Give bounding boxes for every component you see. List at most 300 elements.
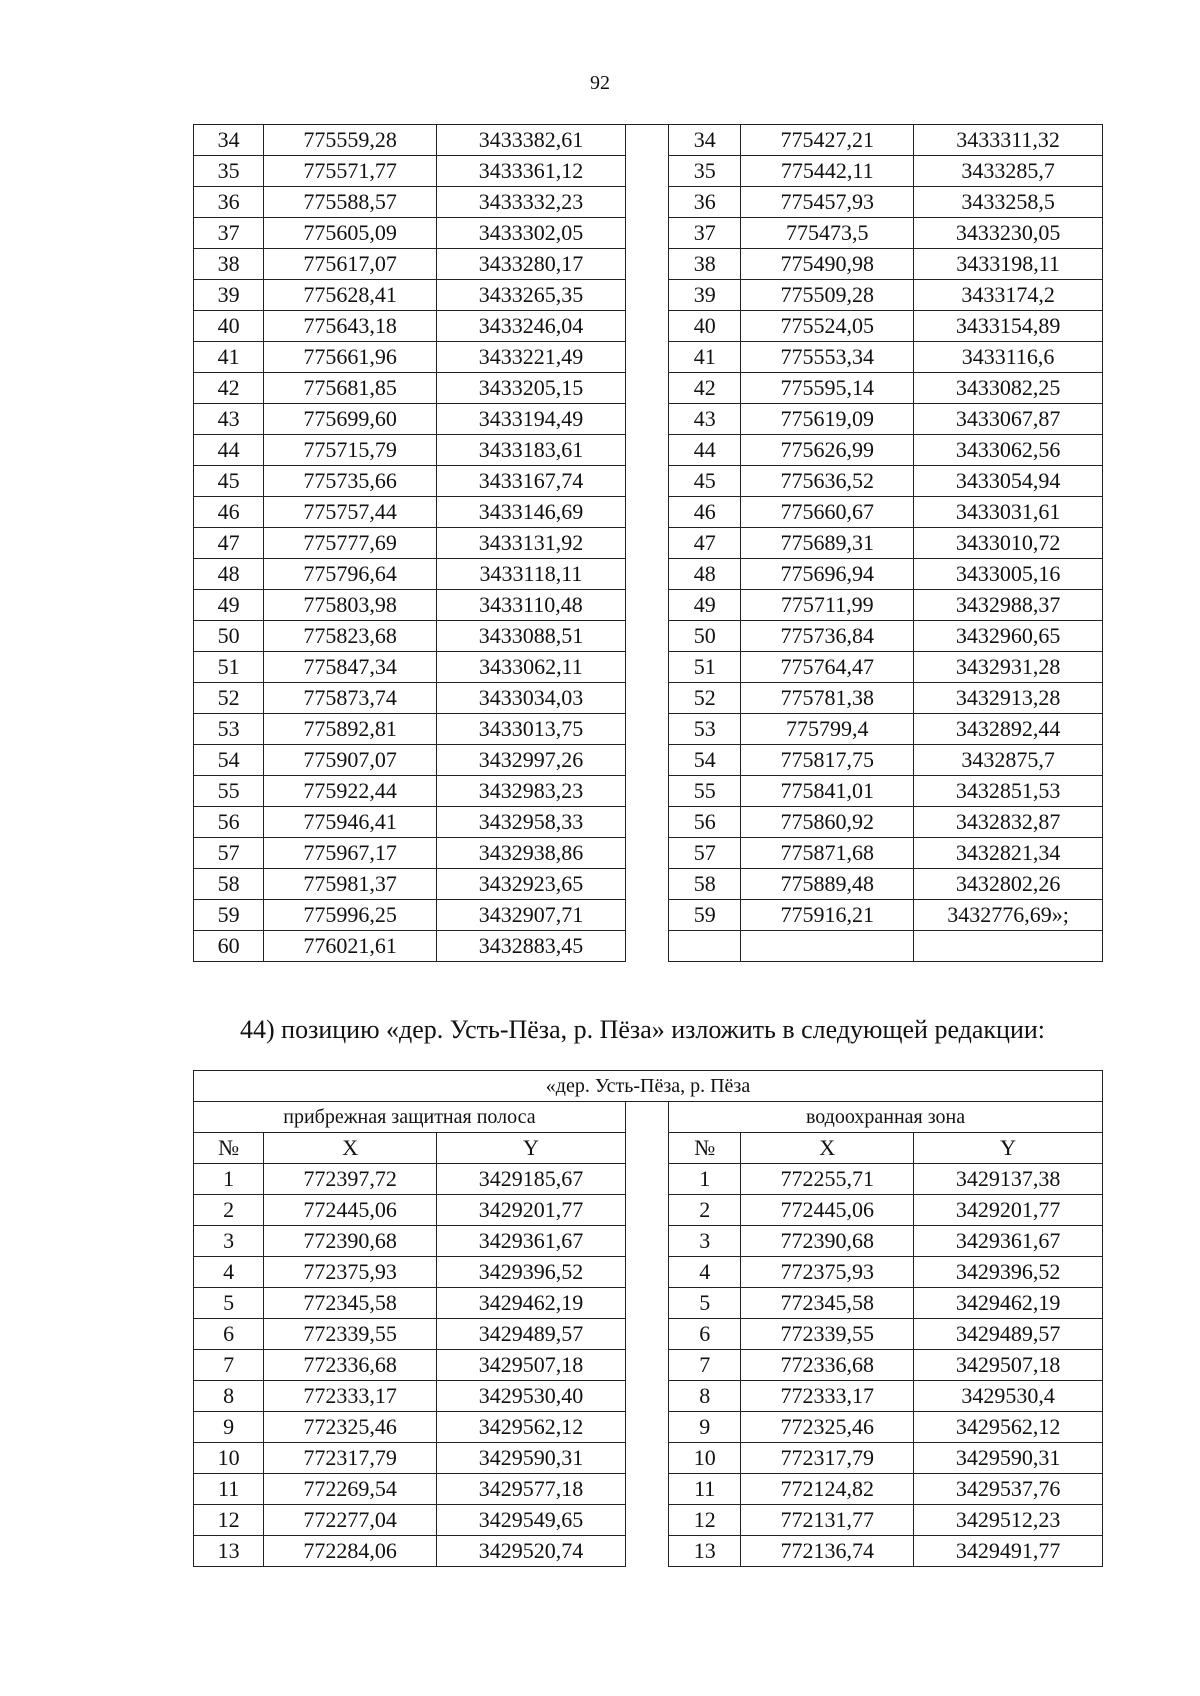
coord-x: 775689,31 [741, 528, 914, 559]
coord-y: 3429507,18 [437, 1350, 626, 1381]
coord-y [914, 931, 1103, 962]
point-number: 56 [194, 807, 264, 838]
coord-y: 3433005,16 [914, 559, 1103, 590]
point-number: 12 [669, 1505, 741, 1536]
coord-y: 3433062,11 [437, 652, 626, 683]
coord-y: 3433285,7 [914, 156, 1103, 187]
point-number: 2 [194, 1195, 264, 1226]
point-number: 48 [194, 559, 264, 590]
coord-x: 775796,64 [264, 559, 437, 590]
point-number: 10 [194, 1443, 264, 1474]
coord-x: 772375,93 [264, 1257, 437, 1288]
coord-x: 772445,06 [264, 1195, 437, 1226]
table-row [194, 373, 1103, 404]
point-number: 47 [194, 528, 264, 559]
coord-y: 3429491,77 [914, 1536, 1103, 1567]
coord-x: 775781,38 [741, 683, 914, 714]
table-row [194, 435, 1103, 466]
coord-y: 3429530,40 [437, 1381, 626, 1412]
coord-x: 775626,99 [741, 435, 914, 466]
coord-x: 775981,37 [264, 869, 437, 900]
coord-x: 772325,46 [264, 1412, 437, 1443]
coord-x: 775442,11 [741, 156, 914, 187]
point-number: 34 [194, 125, 264, 156]
point-number: 39 [669, 280, 741, 311]
coord-x: 775636,52 [741, 466, 914, 497]
column-gap [625, 342, 668, 373]
point-number: 35 [194, 156, 264, 187]
point-number: 1 [194, 1164, 264, 1195]
coord-x: 775643,18 [264, 311, 437, 342]
coord-y: 3433116,6 [914, 342, 1103, 373]
point-number: 11 [669, 1474, 741, 1505]
coord-x: 775777,69 [264, 528, 437, 559]
column-gap [625, 590, 668, 621]
coord-x: 775922,44 [264, 776, 437, 807]
coord-x: 772345,58 [741, 1288, 914, 1319]
coord-y: 3429530,4 [914, 1381, 1103, 1412]
point-number: 52 [194, 683, 264, 714]
page-number: 92 [590, 72, 610, 94]
group-header-coastal-strip: прибрежная защитная полоса [194, 1102, 626, 1133]
column-gap [625, 218, 668, 249]
coord-x: 772333,17 [264, 1381, 437, 1412]
coord-y: 3433062,56 [914, 435, 1103, 466]
column-header-y: Y [437, 1133, 626, 1164]
table-row [194, 590, 1103, 621]
coord-x: 772255,71 [741, 1164, 914, 1195]
coord-y: 3433110,48 [437, 590, 626, 621]
table-row [194, 218, 1103, 249]
coord-x: 775871,68 [741, 838, 914, 869]
column-gap [625, 435, 668, 466]
point-number: 55 [669, 776, 741, 807]
coord-y: 3433167,74 [437, 466, 626, 497]
point-number: 37 [669, 218, 741, 249]
coord-y: 3433302,05 [437, 218, 626, 249]
column-gap [625, 528, 668, 559]
column-gap [625, 931, 668, 962]
coord-y: 3429507,18 [914, 1350, 1103, 1381]
coord-y: 3433198,11 [914, 249, 1103, 280]
coord-y: 3433154,89 [914, 311, 1103, 342]
point-number: 5 [669, 1288, 741, 1319]
coord-y: 3429185,67 [437, 1164, 626, 1195]
coord-y: 3433382,61 [437, 125, 626, 156]
coord-y: 3433265,35 [437, 280, 626, 311]
point-number: 34 [669, 125, 741, 156]
coord-y: 3429590,31 [914, 1443, 1103, 1474]
coord-x: 772390,68 [264, 1226, 437, 1257]
column-gap [625, 373, 668, 404]
coord-y: 3429462,19 [914, 1288, 1103, 1319]
point-number: 5 [194, 1288, 264, 1319]
coord-y: 3433311,32 [914, 125, 1103, 156]
column-gap [625, 869, 668, 900]
coord-x: 775860,92 [741, 807, 914, 838]
table-row [194, 683, 1103, 714]
coord-x: 775823,68 [264, 621, 437, 652]
coord-y: 3432883,45 [437, 931, 626, 962]
point-number: 2 [669, 1195, 741, 1226]
point-number: 41 [194, 342, 264, 373]
coord-x: 772325,46 [741, 1412, 914, 1443]
point-number: 3 [669, 1226, 741, 1257]
point-number: 46 [669, 497, 741, 528]
column-gap [625, 311, 668, 342]
coord-x: 772397,72 [264, 1164, 437, 1195]
table-row [194, 745, 1103, 776]
coord-x: 775699,60 [264, 404, 437, 435]
coord-y: 3432832,87 [914, 807, 1103, 838]
point-number: 40 [669, 311, 741, 342]
coord-y: 3433031,61 [914, 497, 1103, 528]
point-number: 55 [194, 776, 264, 807]
column-gap [625, 404, 668, 435]
coord-y: 3429562,12 [437, 1412, 626, 1443]
coord-x: 775817,75 [741, 745, 914, 776]
coord-y: 3432851,53 [914, 776, 1103, 807]
table-row [194, 776, 1103, 807]
point-number: 39 [194, 280, 264, 311]
point-number: 43 [194, 404, 264, 435]
point-number: 36 [669, 187, 741, 218]
coord-x: 775553,34 [741, 342, 914, 373]
point-number: 9 [194, 1412, 264, 1443]
coord-y: 3429361,67 [914, 1226, 1103, 1257]
column-gap [625, 714, 668, 745]
table-row [194, 900, 1103, 931]
coord-y: 3433054,94 [914, 466, 1103, 497]
coord-y: 3433013,75 [437, 714, 626, 745]
point-number: 52 [669, 683, 741, 714]
coord-y: 3432776,69»; [914, 900, 1103, 931]
coord-y: 3432875,7 [914, 745, 1103, 776]
coord-x: 775711,99 [741, 590, 914, 621]
point-number: 42 [194, 373, 264, 404]
coord-x: 772131,77 [741, 1505, 914, 1536]
coord-y: 3433067,87 [914, 404, 1103, 435]
point-number: 3 [194, 1226, 264, 1257]
table-row [194, 404, 1103, 435]
coord-x: 772445,06 [741, 1195, 914, 1226]
coord-x: 775473,5 [741, 218, 914, 249]
point-number [669, 931, 741, 962]
coord-y: 3429537,76 [914, 1474, 1103, 1505]
coord-y: 3433258,5 [914, 187, 1103, 218]
coord-x: 775764,47 [741, 652, 914, 683]
point-number: 37 [194, 218, 264, 249]
column-gap [625, 683, 668, 714]
point-number: 50 [669, 621, 741, 652]
coord-x: 772317,79 [264, 1443, 437, 1474]
point-number: 47 [669, 528, 741, 559]
point-number: 9 [669, 1412, 741, 1443]
point-number: 49 [669, 590, 741, 621]
coord-y: 3429137,38 [914, 1164, 1103, 1195]
coord-y: 3429512,23 [914, 1505, 1103, 1536]
coord-y: 3432958,33 [437, 807, 626, 838]
coord-x: 775996,25 [264, 900, 437, 931]
point-number: 59 [194, 900, 264, 931]
coord-y: 3433183,61 [437, 435, 626, 466]
coord-x: 775628,41 [264, 280, 437, 311]
table-row [194, 311, 1103, 342]
coord-y: 3433034,03 [437, 683, 626, 714]
coord-y: 3433280,17 [437, 249, 626, 280]
coord-y: 3432892,44 [914, 714, 1103, 745]
column-gap [625, 776, 668, 807]
table-row [194, 714, 1103, 745]
coord-y: 3429520,74 [437, 1536, 626, 1567]
coord-x: 775427,21 [741, 125, 914, 156]
table-row [194, 187, 1103, 218]
coord-x: 775803,98 [264, 590, 437, 621]
table-row [194, 125, 1103, 156]
point-number: 35 [669, 156, 741, 187]
column-gap [625, 559, 668, 590]
coord-x: 772333,17 [741, 1381, 914, 1412]
coord-y: 3429489,57 [437, 1319, 626, 1350]
coordinates-table-ust-peza [193, 1070, 1103, 1567]
coord-x: 775490,98 [741, 249, 914, 280]
coord-y: 3433146,69 [437, 497, 626, 528]
coord-x: 775457,93 [741, 187, 914, 218]
point-number: 42 [669, 373, 741, 404]
coord-x: 775873,74 [264, 683, 437, 714]
coord-y: 3432938,86 [437, 838, 626, 869]
coord-y: 3433194,49 [437, 404, 626, 435]
table-row [194, 342, 1103, 373]
column-gap [625, 187, 668, 218]
coordinates-table-continued [193, 124, 1103, 962]
coord-y: 3433010,72 [914, 528, 1103, 559]
coord-y: 3429396,52 [437, 1257, 626, 1288]
coord-x: 772375,93 [741, 1257, 914, 1288]
coord-x: 776021,61 [264, 931, 437, 962]
coord-x: 775967,17 [264, 838, 437, 869]
table-row [194, 528, 1103, 559]
coord-y: 3433221,49 [437, 342, 626, 373]
coord-x: 772339,55 [264, 1319, 437, 1350]
point-number: 13 [669, 1536, 741, 1567]
point-number: 12 [194, 1505, 264, 1536]
table-row [194, 249, 1103, 280]
point-number: 57 [669, 838, 741, 869]
column-gap [625, 249, 668, 280]
coord-x: 772339,55 [741, 1319, 914, 1350]
point-number: 54 [669, 745, 741, 776]
coord-x: 775757,44 [264, 497, 437, 528]
amendment-clause: 44) позицию «дер. Усть-Пёза, р. Пёза» изложить в следующей редакции: [240, 1015, 1046, 1044]
coord-y: 3433246,04 [437, 311, 626, 342]
table-row [194, 156, 1103, 187]
point-number: 43 [669, 404, 741, 435]
point-number: 10 [669, 1443, 741, 1474]
coord-x: 772317,79 [741, 1443, 914, 1474]
coord-x: 775946,41 [264, 807, 437, 838]
coord-x: 775617,07 [264, 249, 437, 280]
table-row [194, 652, 1103, 683]
coord-x: 772336,68 [741, 1350, 914, 1381]
point-number: 58 [194, 869, 264, 900]
coord-y: 3432983,23 [437, 776, 626, 807]
point-number: 56 [669, 807, 741, 838]
point-number: 59 [669, 900, 741, 931]
coord-x: 775907,07 [264, 745, 437, 776]
column-header-x: X [741, 1133, 914, 1164]
coord-x: 772124,82 [741, 1474, 914, 1505]
coord-x: 775681,85 [264, 373, 437, 404]
coord-y: 3429201,77 [437, 1195, 626, 1226]
coord-y: 3433361,12 [437, 156, 626, 187]
coord-y: 3429577,18 [437, 1474, 626, 1505]
coord-y: 3433174,2 [914, 280, 1103, 311]
coord-y: 3429590,31 [437, 1443, 626, 1474]
coord-y: 3433131,92 [437, 528, 626, 559]
coord-y: 3429396,52 [914, 1257, 1103, 1288]
coord-x [741, 931, 914, 962]
coord-x: 775605,09 [264, 218, 437, 249]
point-number: 45 [669, 466, 741, 497]
coord-x: 775889,48 [741, 869, 914, 900]
group-header-water-zone: водоохранная зона [669, 1102, 1103, 1133]
table-title: «дер. Усть-Пёза, р. Пёза [194, 1071, 1103, 1102]
point-number: 44 [669, 435, 741, 466]
point-number: 11 [194, 1474, 264, 1505]
coord-y: 3432997,26 [437, 745, 626, 776]
point-number: 40 [194, 311, 264, 342]
point-number: 38 [669, 249, 741, 280]
table-row [194, 466, 1103, 497]
coord-x: 775619,09 [741, 404, 914, 435]
coord-x: 775509,28 [741, 280, 914, 311]
point-number: 41 [669, 342, 741, 373]
coord-y: 3429462,19 [437, 1288, 626, 1319]
column-header-x: X [264, 1133, 437, 1164]
coord-y: 3432913,28 [914, 683, 1103, 714]
point-number: 45 [194, 466, 264, 497]
table-row [194, 497, 1103, 528]
column-header-number: № [669, 1133, 741, 1164]
coord-y: 3433332,23 [437, 187, 626, 218]
column-gap [625, 280, 668, 311]
column-gap [625, 652, 668, 683]
point-number: 50 [194, 621, 264, 652]
point-number: 44 [194, 435, 264, 466]
coord-x: 775847,34 [264, 652, 437, 683]
point-number: 4 [669, 1257, 741, 1288]
coord-y: 3429489,57 [914, 1319, 1103, 1350]
coord-y: 3432988,37 [914, 590, 1103, 621]
coord-y: 3432802,26 [914, 869, 1103, 900]
coord-y: 3433082,25 [914, 373, 1103, 404]
coord-x: 775661,96 [264, 342, 437, 373]
coord-y: 3433088,51 [437, 621, 626, 652]
table-row [194, 931, 1103, 962]
coord-x: 772345,58 [264, 1288, 437, 1319]
point-number: 53 [669, 714, 741, 745]
coord-x: 775524,05 [741, 311, 914, 342]
point-number: 51 [669, 652, 741, 683]
column-gap [625, 156, 668, 187]
point-number: 60 [194, 931, 264, 962]
point-number: 54 [194, 745, 264, 776]
coord-x: 772136,74 [741, 1536, 914, 1567]
point-number: 6 [669, 1319, 741, 1350]
coord-x: 775696,94 [741, 559, 914, 590]
table-row [194, 869, 1103, 900]
coord-y: 3429549,65 [437, 1505, 626, 1536]
coord-y: 3432907,71 [437, 900, 626, 931]
table-row [194, 559, 1103, 590]
coord-y: 3432960,65 [914, 621, 1103, 652]
coord-x: 775799,4 [741, 714, 914, 745]
point-number: 57 [194, 838, 264, 869]
point-number: 8 [669, 1381, 741, 1412]
point-number: 51 [194, 652, 264, 683]
coord-x: 775571,77 [264, 156, 437, 187]
coord-y: 3433205,15 [437, 373, 626, 404]
point-number: 48 [669, 559, 741, 590]
point-number: 38 [194, 249, 264, 280]
coord-y: 3429361,67 [437, 1226, 626, 1257]
coord-x: 775559,28 [264, 125, 437, 156]
point-number: 7 [669, 1350, 741, 1381]
column-header-number: № [194, 1133, 264, 1164]
coord-y: 3432931,28 [914, 652, 1103, 683]
coord-x: 775735,66 [264, 466, 437, 497]
point-number: 58 [669, 869, 741, 900]
coord-x: 775715,79 [264, 435, 437, 466]
coord-x: 772336,68 [264, 1350, 437, 1381]
coord-y: 3432821,34 [914, 838, 1103, 869]
column-gap [625, 745, 668, 776]
column-gap [625, 125, 668, 156]
column-header-y: Y [914, 1133, 1103, 1164]
coord-y: 3432923,65 [437, 869, 626, 900]
point-number: 4 [194, 1257, 264, 1288]
coord-x: 775841,01 [741, 776, 914, 807]
coord-y: 3429562,12 [914, 1412, 1103, 1443]
coord-x: 772390,68 [741, 1226, 914, 1257]
table-row [194, 807, 1103, 838]
coord-x: 775588,57 [264, 187, 437, 218]
coord-y: 3429201,77 [914, 1195, 1103, 1226]
point-number: 1 [669, 1164, 741, 1195]
coord-x: 775660,67 [741, 497, 914, 528]
table-row [194, 280, 1103, 311]
point-number: 7 [194, 1350, 264, 1381]
coord-y: 3433118,11 [437, 559, 626, 590]
column-gap [625, 807, 668, 838]
column-gap [625, 1102, 668, 1567]
point-number: 46 [194, 497, 264, 528]
point-number: 53 [194, 714, 264, 745]
coord-x: 772284,06 [264, 1536, 437, 1567]
coord-x: 775916,21 [741, 900, 914, 931]
column-gap [625, 497, 668, 528]
point-number: 49 [194, 590, 264, 621]
column-gap [625, 621, 668, 652]
coord-x: 772269,54 [264, 1474, 437, 1505]
point-number: 13 [194, 1536, 264, 1567]
table-row [194, 621, 1103, 652]
point-number: 36 [194, 187, 264, 218]
coord-x: 772277,04 [264, 1505, 437, 1536]
coord-y: 3433230,05 [914, 218, 1103, 249]
column-gap [625, 900, 668, 931]
